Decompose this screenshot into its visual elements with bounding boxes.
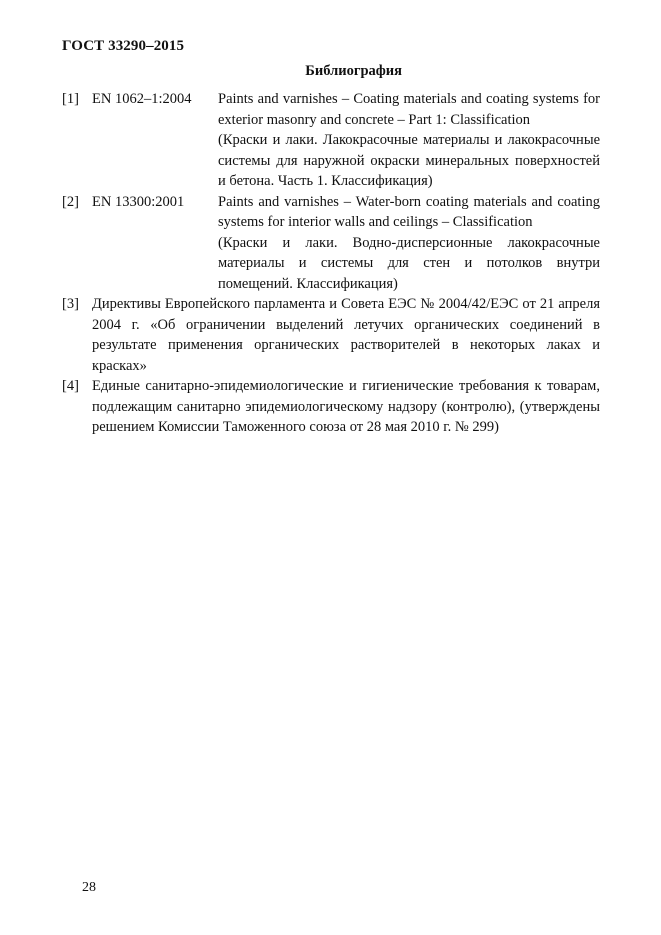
- bibliography-entry-2: [62, 192, 600, 295]
- bibliography-entry-4: [62, 376, 600, 438]
- entry-russian-title: (Краски и лаки. Водно-дисперсионные лакокрасочные материалы и системы для стен и потолков внутри помещений. Классификация): [218, 234, 600, 292]
- entry-text: Директивы Европейского парламента и Совета ЕЭС № 2004/42/ЕЭС от 21 апреля 2004 г. «Об ограничении выделений летучих органических соединений в результате применения органических растворителей в некоторых лаках и красках»: [92, 296, 600, 374]
- bibliography-entry-3: [62, 294, 600, 376]
- document-id-header: ГОСТ 33290–2015: [62, 38, 185, 54]
- entry-description: [218, 89, 600, 192]
- section-title: Библиография: [305, 63, 402, 79]
- entry-english-title: Paints and varnishes – Water-born coating materials and coating systems for interior walls and ceilings – Classification: [218, 193, 600, 230]
- entry-text: Единые санитарно-эпидемиологические и гигиенические требования к товарам, подлежащим санитарно эпидемиологическому надзору (контролю), (утверждены решением Комиссии Таможенного союза от 28 мая 2010 г. № 299): [92, 378, 600, 435]
- entry-standard-code: EN 13300:2001: [92, 193, 185, 210]
- entry-number: [3]: [62, 296, 79, 312]
- entry-number: [2]: [62, 193, 79, 210]
- entry-number: [4]: [62, 378, 79, 394]
- page-number: 28: [82, 880, 96, 895]
- entry-number: [1]: [62, 91, 79, 107]
- entry-english-title: Paints and varnishes – Coating materials and coating systems for exterior masonry and concrete – Part 1: Classification: [218, 91, 600, 128]
- bibliography-entry-1: [62, 89, 600, 192]
- entry-russian-title: (Краски и лаки. Лакокрасочные материалы и лакокрасочные системы для наружной окраски минеральных поверхностей и бетона. Часть 1. Классификация): [218, 132, 600, 189]
- bibliography-list: [62, 89, 600, 438]
- entry-standard-code: EN 1062–1:2004: [92, 91, 192, 107]
- entry-description: [218, 192, 600, 295]
